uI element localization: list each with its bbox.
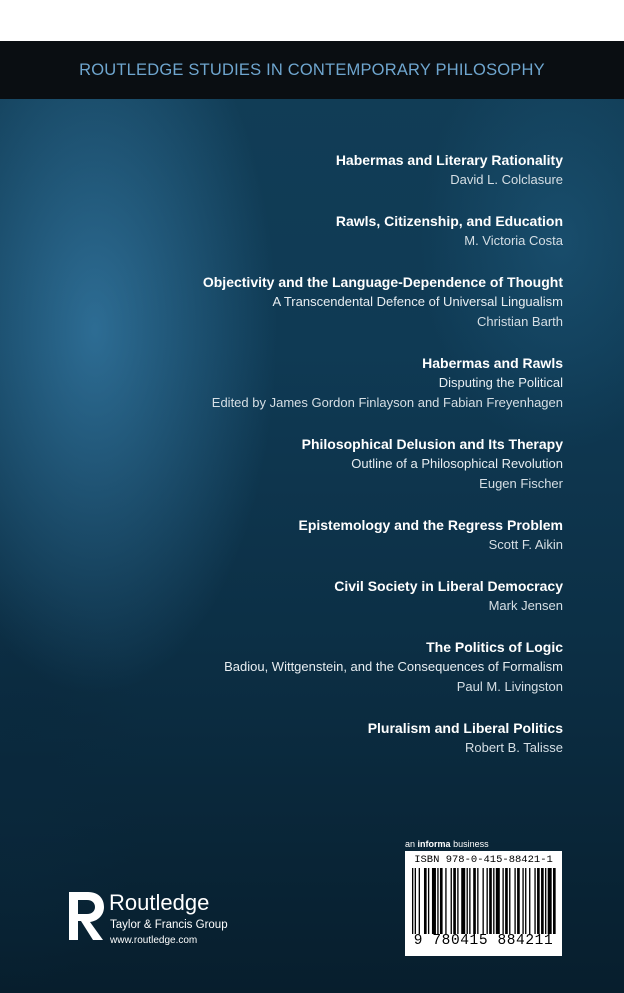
barcode-bar <box>445 868 446 934</box>
barcode-bars <box>412 868 557 934</box>
book-entry <box>43 353 563 413</box>
top-white-strip <box>0 0 624 41</box>
barcode-bar <box>534 868 535 934</box>
barcode-bar <box>477 868 478 934</box>
book-title: The Politics of Logic <box>426 639 563 655</box>
book-title: Epistemology and the Regress Problem <box>298 517 563 533</box>
book-entry <box>43 576 563 616</box>
barcode-bar <box>412 868 413 934</box>
barcode-bar <box>529 868 530 934</box>
barcode-bar <box>522 868 523 934</box>
book-title: Civil Society in Liberal Democracy <box>334 578 563 594</box>
barcode-bar <box>545 868 546 934</box>
book-author: Mark Jensen <box>488 598 563 613</box>
barcode-bar <box>483 868 484 934</box>
barcode-bar <box>505 868 508 934</box>
informa-prefix: an <box>405 839 416 849</box>
barcode-bar <box>473 868 476 934</box>
isbn-barcode <box>405 851 562 956</box>
book-title: Habermas and Literary Rationality <box>335 152 563 168</box>
book-author: Scott F. Aikin <box>488 537 563 552</box>
barcode-bar <box>502 868 503 934</box>
publisher-block <box>66 890 266 960</box>
routledge-r-logo-icon <box>66 890 106 942</box>
book-entry <box>43 515 563 555</box>
book-entry <box>43 637 563 697</box>
book-entry <box>43 434 563 494</box>
series-band <box>0 41 624 99</box>
book-title: Pluralism and Liberal Politics <box>367 720 563 736</box>
publisher-website: www.routledge.com <box>110 935 198 946</box>
barcode-bar <box>467 868 468 934</box>
barcode-bar <box>415 868 416 934</box>
barcode-bar <box>424 868 427 934</box>
book-subtitle: Disputing the Political <box>438 375 563 390</box>
barcode-bar <box>514 868 515 934</box>
book-entry <box>43 211 563 251</box>
book-author: Paul M. Livingston <box>456 679 563 694</box>
book-subtitle: A Transcendental Defence of Universal Lingualism <box>272 294 563 309</box>
barcode-bar <box>509 868 510 934</box>
book-author: M. Victoria Costa <box>464 233 563 248</box>
barcode-bar <box>428 868 429 934</box>
isbn-digits: 9 780415 884211 <box>413 933 554 949</box>
book-author: Robert B. Talisse <box>464 740 563 755</box>
book-list <box>43 150 563 779</box>
publisher-name: Routledge <box>109 890 210 915</box>
book-title: Rawls, Citizenship, and Education <box>335 213 563 229</box>
informa-suffix: business <box>453 839 489 849</box>
barcode-bar <box>487 868 488 934</box>
book-author: Christian Barth <box>477 314 563 329</box>
book-title: Habermas and Rawls <box>422 355 563 371</box>
barcode-bar <box>437 868 438 934</box>
barcode-bar <box>432 868 436 934</box>
barcode-bar <box>461 868 465 934</box>
book-author: Eugen Fischer <box>479 476 563 491</box>
book-author: David L. Colclasure <box>450 172 563 187</box>
barcode-bar <box>537 868 540 934</box>
publisher-group: Taylor & Francis Group <box>110 919 228 931</box>
book-subtitle: Outline of a Philosophical Revolution <box>351 456 563 471</box>
barcode-bar <box>525 868 526 934</box>
book-subtitle: Badiou, Wittgenstein, and the Consequences of Formalism <box>224 659 563 674</box>
barcode-bar <box>493 868 494 934</box>
book-entry <box>43 272 563 332</box>
series-title: ROUTLEDGE STUDIES IN CONTEMPORARY PHILOSOPHY <box>79 60 545 79</box>
barcode-bar <box>548 868 552 934</box>
barcode-bar <box>419 868 420 934</box>
barcode-bar <box>457 868 458 934</box>
barcode-bar <box>451 868 452 934</box>
barcode-bar <box>489 868 492 934</box>
book-author: Edited by James Gordon Finlayson and Fabian Freyenhagen <box>211 395 563 410</box>
barcode-bar <box>496 868 500 934</box>
book-title: Philosophical Delusion and Its Therapy <box>301 436 563 452</box>
barcode-bar <box>517 868 520 934</box>
isbn-label: ISBN 978-0-415-88421-1 <box>414 854 553 866</box>
barcode-bar <box>440 868 443 934</box>
book-entry <box>43 718 563 758</box>
barcode-bar <box>541 868 544 934</box>
informa-business-line <box>405 839 489 849</box>
book-title: Objectivity and the Language-Dependence of Thought <box>202 274 563 290</box>
barcode-bar <box>469 868 470 934</box>
barcode-bar <box>453 868 456 934</box>
book-entry <box>43 150 563 190</box>
barcode-bar <box>553 868 556 934</box>
informa-brand: informa <box>417 839 451 849</box>
